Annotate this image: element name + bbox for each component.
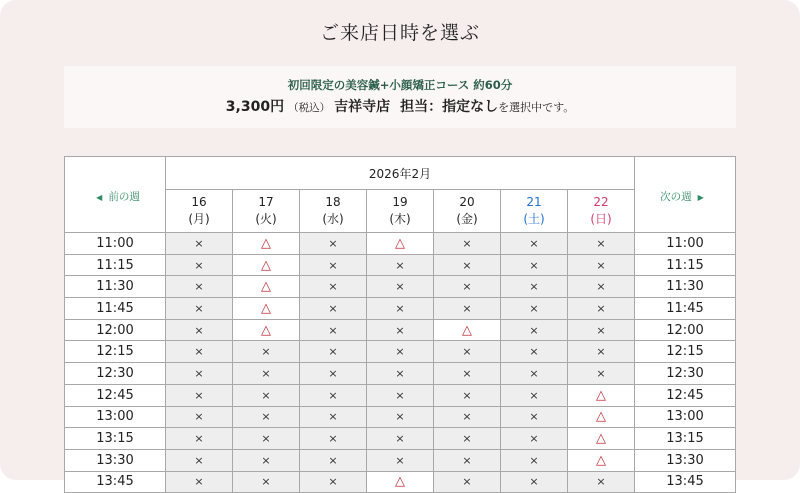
month-header: 2026年2月 — [166, 157, 635, 190]
day-weekday: (金) — [456, 212, 478, 226]
slot-unavailable: × — [233, 449, 300, 471]
day-date: 16 — [191, 195, 207, 209]
slot-unavailable: × — [367, 254, 434, 276]
time-label: 12:45 — [65, 384, 166, 406]
day-weekday: (土) — [523, 212, 545, 226]
slot-available[interactable]: △ — [367, 471, 434, 493]
slot-available[interactable]: △ — [233, 254, 300, 276]
time-slot-rows — [65, 233, 736, 493]
day-date: 22 — [593, 195, 609, 209]
slot-unavailable: × — [233, 428, 300, 450]
slot-unavailable: × — [166, 428, 233, 450]
availability-calendar — [64, 156, 736, 493]
day-header — [300, 190, 367, 233]
time-row — [65, 341, 736, 363]
time-label: 13:00 — [65, 406, 166, 428]
slot-unavailable: × — [300, 341, 367, 363]
slot-unavailable: × — [434, 233, 501, 255]
slot-unavailable: × — [166, 449, 233, 471]
slot-unavailable: × — [568, 363, 635, 385]
day-weekday: (水) — [322, 212, 344, 226]
slot-unavailable: × — [367, 276, 434, 298]
slot-unavailable: × — [300, 406, 367, 428]
slot-unavailable: × — [367, 298, 434, 320]
prev-week-label: 前の週 — [108, 191, 140, 203]
time-label: 11:00 — [635, 233, 736, 255]
slot-unavailable: × — [434, 471, 501, 493]
slot-unavailable: × — [367, 363, 434, 385]
slot-unavailable: × — [367, 449, 434, 471]
time-label: 11:45 — [65, 298, 166, 320]
time-label: 13:45 — [635, 471, 736, 493]
time-label: 11:15 — [635, 254, 736, 276]
time-row — [65, 384, 736, 406]
selection-suffix: を選択中です。 — [498, 101, 575, 114]
day-header — [568, 190, 635, 233]
slot-unavailable: × — [300, 276, 367, 298]
slot-unavailable: × — [233, 406, 300, 428]
time-label: 11:30 — [635, 276, 736, 298]
time-label: 13:00 — [635, 406, 736, 428]
day-header — [501, 190, 568, 233]
slot-unavailable: × — [501, 406, 568, 428]
slot-unavailable: × — [501, 298, 568, 320]
time-row — [65, 449, 736, 471]
slot-available[interactable]: △ — [568, 449, 635, 471]
page-title: ご来店日時を選ぶ — [319, 22, 480, 44]
slot-unavailable: × — [501, 341, 568, 363]
slot-unavailable: × — [166, 254, 233, 276]
slot-unavailable: × — [367, 406, 434, 428]
staff: 担当：指定なし — [400, 99, 499, 115]
day-date: 19 — [392, 195, 408, 209]
slot-unavailable: × — [166, 276, 233, 298]
slot-unavailable: × — [568, 233, 635, 255]
slot-unavailable: × — [501, 254, 568, 276]
slot-unavailable: × — [233, 341, 300, 363]
slot-available[interactable]: △ — [233, 233, 300, 255]
time-row — [65, 233, 736, 255]
slot-unavailable: × — [434, 254, 501, 276]
time-label: 13:15 — [635, 428, 736, 450]
next-week-cell — [635, 157, 736, 233]
slot-unavailable: × — [568, 471, 635, 493]
slot-unavailable: × — [568, 276, 635, 298]
slot-unavailable: × — [300, 319, 367, 341]
slot-unavailable: × — [434, 298, 501, 320]
slot-available[interactable]: △ — [568, 384, 635, 406]
slot-unavailable: × — [501, 233, 568, 255]
time-row — [65, 298, 736, 320]
time-label: 12:15 — [635, 341, 736, 363]
slot-unavailable: × — [501, 471, 568, 493]
slot-unavailable: × — [300, 471, 367, 493]
day-weekday: (木) — [389, 212, 411, 226]
time-row — [65, 276, 736, 298]
caret-right-icon: ▶ — [697, 193, 704, 202]
slot-unavailable: × — [367, 384, 434, 406]
next-week-label: 次の週 — [660, 191, 692, 203]
slot-unavailable: × — [367, 428, 434, 450]
day-header — [367, 190, 434, 233]
slot-available[interactable]: △ — [434, 319, 501, 341]
slot-unavailable: × — [501, 319, 568, 341]
slot-available[interactable]: △ — [367, 233, 434, 255]
slot-unavailable: × — [300, 233, 367, 255]
time-label: 13:45 — [65, 471, 166, 493]
slot-unavailable: × — [233, 471, 300, 493]
slot-unavailable: × — [568, 319, 635, 341]
time-label: 11:45 — [635, 298, 736, 320]
slot-unavailable: × — [434, 363, 501, 385]
time-label: 12:15 — [65, 341, 166, 363]
slot-unavailable: × — [501, 384, 568, 406]
slot-unavailable: × — [501, 363, 568, 385]
slot-unavailable: × — [501, 276, 568, 298]
time-label: 12:30 — [65, 363, 166, 385]
slot-unavailable: × — [233, 384, 300, 406]
slot-unavailable: × — [166, 319, 233, 341]
slot-unavailable: × — [300, 363, 367, 385]
time-row — [65, 363, 736, 385]
time-row — [65, 254, 736, 276]
selection-summary — [64, 66, 736, 128]
time-label: 13:15 — [65, 428, 166, 450]
slot-unavailable: × — [300, 384, 367, 406]
slot-unavailable: × — [300, 449, 367, 471]
slot-unavailable: × — [434, 341, 501, 363]
slot-unavailable: × — [300, 298, 367, 320]
time-label: 12:45 — [635, 384, 736, 406]
summary-line — [64, 96, 736, 116]
slot-unavailable: × — [166, 363, 233, 385]
time-row — [65, 428, 736, 450]
slot-unavailable: × — [434, 449, 501, 471]
slot-unavailable: × — [568, 298, 635, 320]
slot-unavailable: × — [434, 384, 501, 406]
store-name: 吉祥寺店 — [334, 99, 391, 115]
slot-unavailable: × — [434, 406, 501, 428]
day-date: 18 — [325, 195, 341, 209]
day-header — [166, 190, 233, 233]
slot-available[interactable]: △ — [233, 276, 300, 298]
slot-unavailable: × — [166, 384, 233, 406]
slot-unavailable: × — [434, 276, 501, 298]
time-row — [65, 406, 736, 428]
time-label: 11:30 — [65, 276, 166, 298]
time-row — [65, 319, 736, 341]
slot-available[interactable]: △ — [233, 298, 300, 320]
slot-available[interactable]: △ — [568, 406, 635, 428]
tax-note: （税込） — [288, 102, 331, 114]
day-weekday: (火) — [255, 212, 277, 226]
day-weekday: (日) — [590, 212, 612, 226]
prev-week-link[interactable] — [90, 189, 140, 204]
time-label: 13:30 — [65, 449, 166, 471]
day-header — [233, 190, 300, 233]
slot-available[interactable]: △ — [568, 428, 635, 450]
slot-unavailable: × — [367, 341, 434, 363]
slot-available[interactable]: △ — [233, 319, 300, 341]
next-week-link[interactable] — [660, 189, 710, 204]
slot-unavailable: × — [568, 341, 635, 363]
time-label: 12:00 — [65, 319, 166, 341]
day-weekday: (月) — [188, 212, 210, 226]
slot-unavailable: × — [166, 341, 233, 363]
course-name: 初回限定の美容鍼+小顔矯正コース 約60分 — [287, 78, 513, 92]
time-row — [65, 471, 736, 493]
slot-unavailable: × — [166, 471, 233, 493]
time-label: 12:00 — [635, 319, 736, 341]
day-header — [434, 190, 501, 233]
slot-unavailable: × — [568, 254, 635, 276]
slot-unavailable: × — [166, 298, 233, 320]
slot-unavailable: × — [501, 428, 568, 450]
slot-unavailable: × — [300, 254, 367, 276]
day-date: 20 — [459, 195, 475, 209]
time-label: 11:15 — [65, 254, 166, 276]
slot-unavailable: × — [166, 233, 233, 255]
prev-week-cell — [65, 157, 166, 233]
slot-unavailable: × — [166, 406, 233, 428]
caret-left-icon: ◀ — [96, 193, 103, 202]
time-label: 11:00 — [65, 233, 166, 255]
slot-unavailable: × — [300, 428, 367, 450]
price: 3,300円 — [225, 99, 285, 115]
slot-unavailable: × — [367, 319, 434, 341]
day-date: 17 — [258, 195, 274, 209]
slot-unavailable: × — [233, 363, 300, 385]
slot-unavailable: × — [501, 449, 568, 471]
day-date: 21 — [526, 195, 542, 209]
time-label: 12:30 — [635, 363, 736, 385]
slot-unavailable: × — [434, 428, 501, 450]
time-label: 13:30 — [635, 449, 736, 471]
